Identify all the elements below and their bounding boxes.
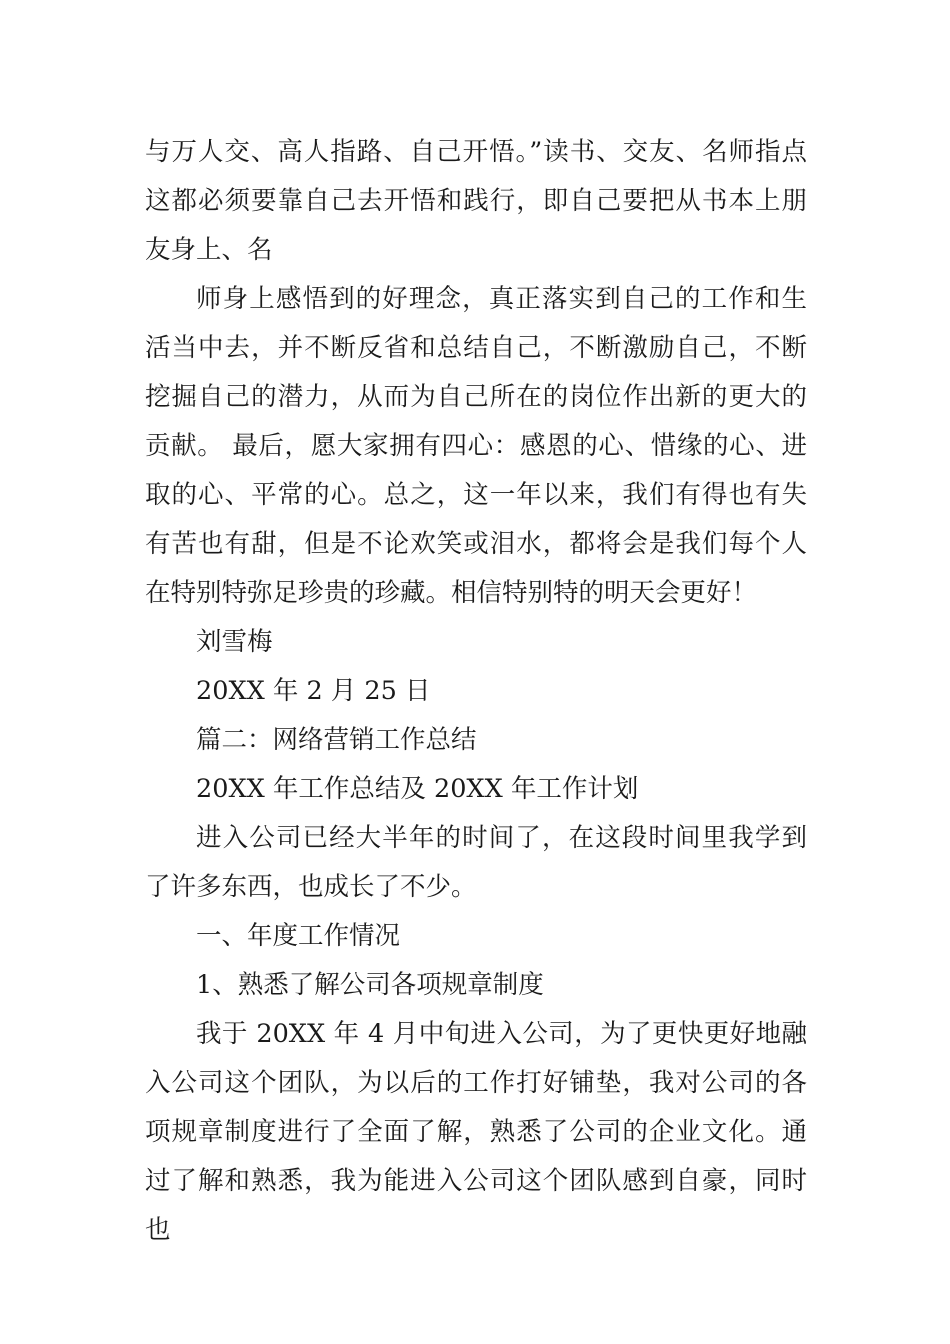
author-signature: 刘雪梅 bbox=[196, 627, 273, 657]
paragraph-closing-remarks: 师身上感悟到的好理念，真正落实到自己的工作和生活当中去，并不断反省和总结自己，不断激励自己，不断挖掘自己的潜力，从而为自己所在的岗位作出新的更大的贡献。 最后，愿大家拥有四心：感恩的心、惜缘的心、进取的心、平常的心。总之，这一年以来，我们有得也有失有苦也有甜，但是不论欢笑或泪水，都将会是我们每个人在特别特弥足珍贵的珍藏。相信特别特的明天会更好！ bbox=[145, 284, 807, 608]
paragraph-continuation: 与万人交、高人指路、自己开悟。”读书、交友、名师指点这都必须要靠自己去开悟和践行，即自己要把从书本上朋友身上、名 bbox=[145, 137, 807, 265]
section-title: 篇二：网络营销工作总结 bbox=[196, 725, 477, 755]
document-date: 20XX 年 2 月 25 日 bbox=[196, 676, 431, 706]
heading-annual-work: 一、年度工作情况 bbox=[196, 921, 401, 951]
section-subtitle: 20XX 年工作总结及 20XX 年工作计划 bbox=[196, 774, 639, 804]
subheading-rules: 1、熟悉了解公司各项规章制度 bbox=[196, 970, 544, 1000]
paragraph-intro: 进入公司已经大半年的时间了，在这段时间里我学到了许多东西，也成长了不少。 bbox=[145, 823, 807, 902]
paragraph-rules-detail: 我于 20XX 年 4 月中旬进入公司，为了更快更好地融入公司这个团队，为以后的工作打好铺垫，我对公司的各项规章制度进行了全面了解，熟悉了公司的企业文化。通过了解和熟悉，我为能进入公司这个团队感到自豪，同时也 bbox=[145, 1019, 807, 1245]
document-body bbox=[145, 128, 807, 1255]
